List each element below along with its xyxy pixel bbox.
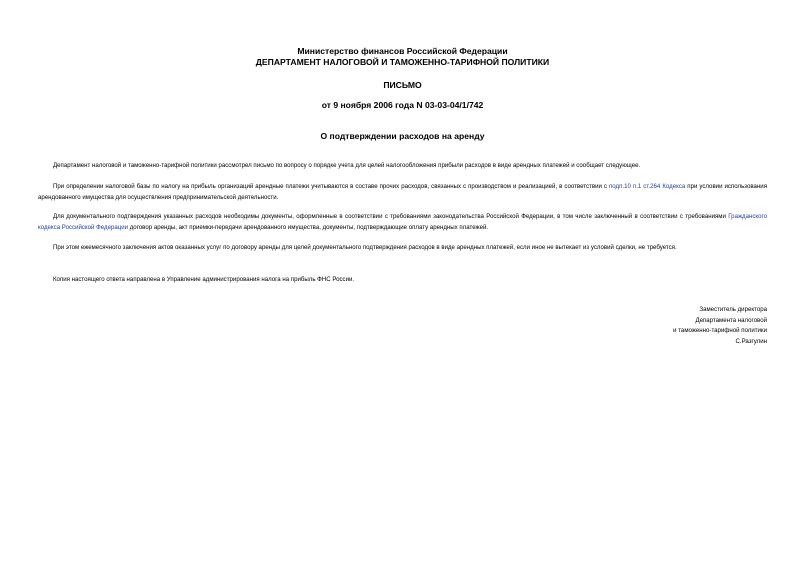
paragraph-tax-base-text-start: При определении налоговой базы по налогу на прибыль организаций арендные платежи учитываются в составе прочих расходов, связанных с производством и реализацией, в соответствии с — [53, 183, 609, 190]
paragraph-intro: Департамент налоговой и таможенно-тарифной политики рассмотрел письмо по вопросу о порядке учета для целей налогообложения прибыли расходов в виде арендных платежей и сообщает следующее. — [53, 162, 641, 169]
signature-block — [673, 305, 767, 347]
department-title: ДЕПАРТАМЕНТ НАЛОГОВОЙ И ТАМОЖЕННО-ТАРИФНОЙ ПОЛИТИКИ — [255, 57, 550, 67]
document-date-number: от 9 ноября 2006 года N 03-03-04/1/742 — [321, 100, 484, 110]
signature-position-line-2: Департамента налоговой — [695, 316, 767, 324]
ministry-title: Министерство финансов Российской Федерации — [297, 46, 508, 56]
paragraph-tax-base — [38, 182, 767, 204]
paragraph-documents-text-end: договор аренды, акт приемки-передачи арендованного имущества, документы, подтверждающие оплату арендных платежей. — [128, 223, 489, 231]
paragraph-documents-text-start: Для документального подтверждения указанных расходов необходимы документы, оформленные в соответствии с требованиями законодательства Российской Федерации, в том числе заключенный в соответствии с требованиями — [53, 213, 729, 220]
link-civil-code[interactable]: Гражданского кодекса Российской Федерации — [38, 213, 767, 231]
document-page — [38, 0, 767, 571]
paragraph-monthly-acts: При этом ежемесячного заключения актов оказанных услуг по договору аренды для целей документального подтверждения расходов в виде арендных платежей, если иное не вытекает из условий сделки, не требуется. — [53, 244, 677, 251]
paragraph-copy-notice: Копия настоящего ответа направлена в Управление администрирования налога на прибыль ФНС России. — [53, 276, 355, 283]
link-tax-code-article-264[interactable]: подп.10 п.1 ст.264 Кодекса — [608, 183, 686, 190]
signature-position-line-1: Заместитель директора — [699, 306, 767, 313]
signature-position-line-3: и таможенно-тарифной политики — [673, 327, 767, 334]
paragraph-documents — [38, 212, 767, 234]
document-subject: О подтверждении расходов на аренду — [320, 131, 485, 141]
paragraph-tax-base-text-end: при условии использования арендованного имущества для осуществления предпринимательской деятельности. — [38, 183, 767, 201]
signature-name: С.Разгулин — [735, 337, 767, 345]
document-type: ПИСЬМО — [383, 80, 422, 90]
